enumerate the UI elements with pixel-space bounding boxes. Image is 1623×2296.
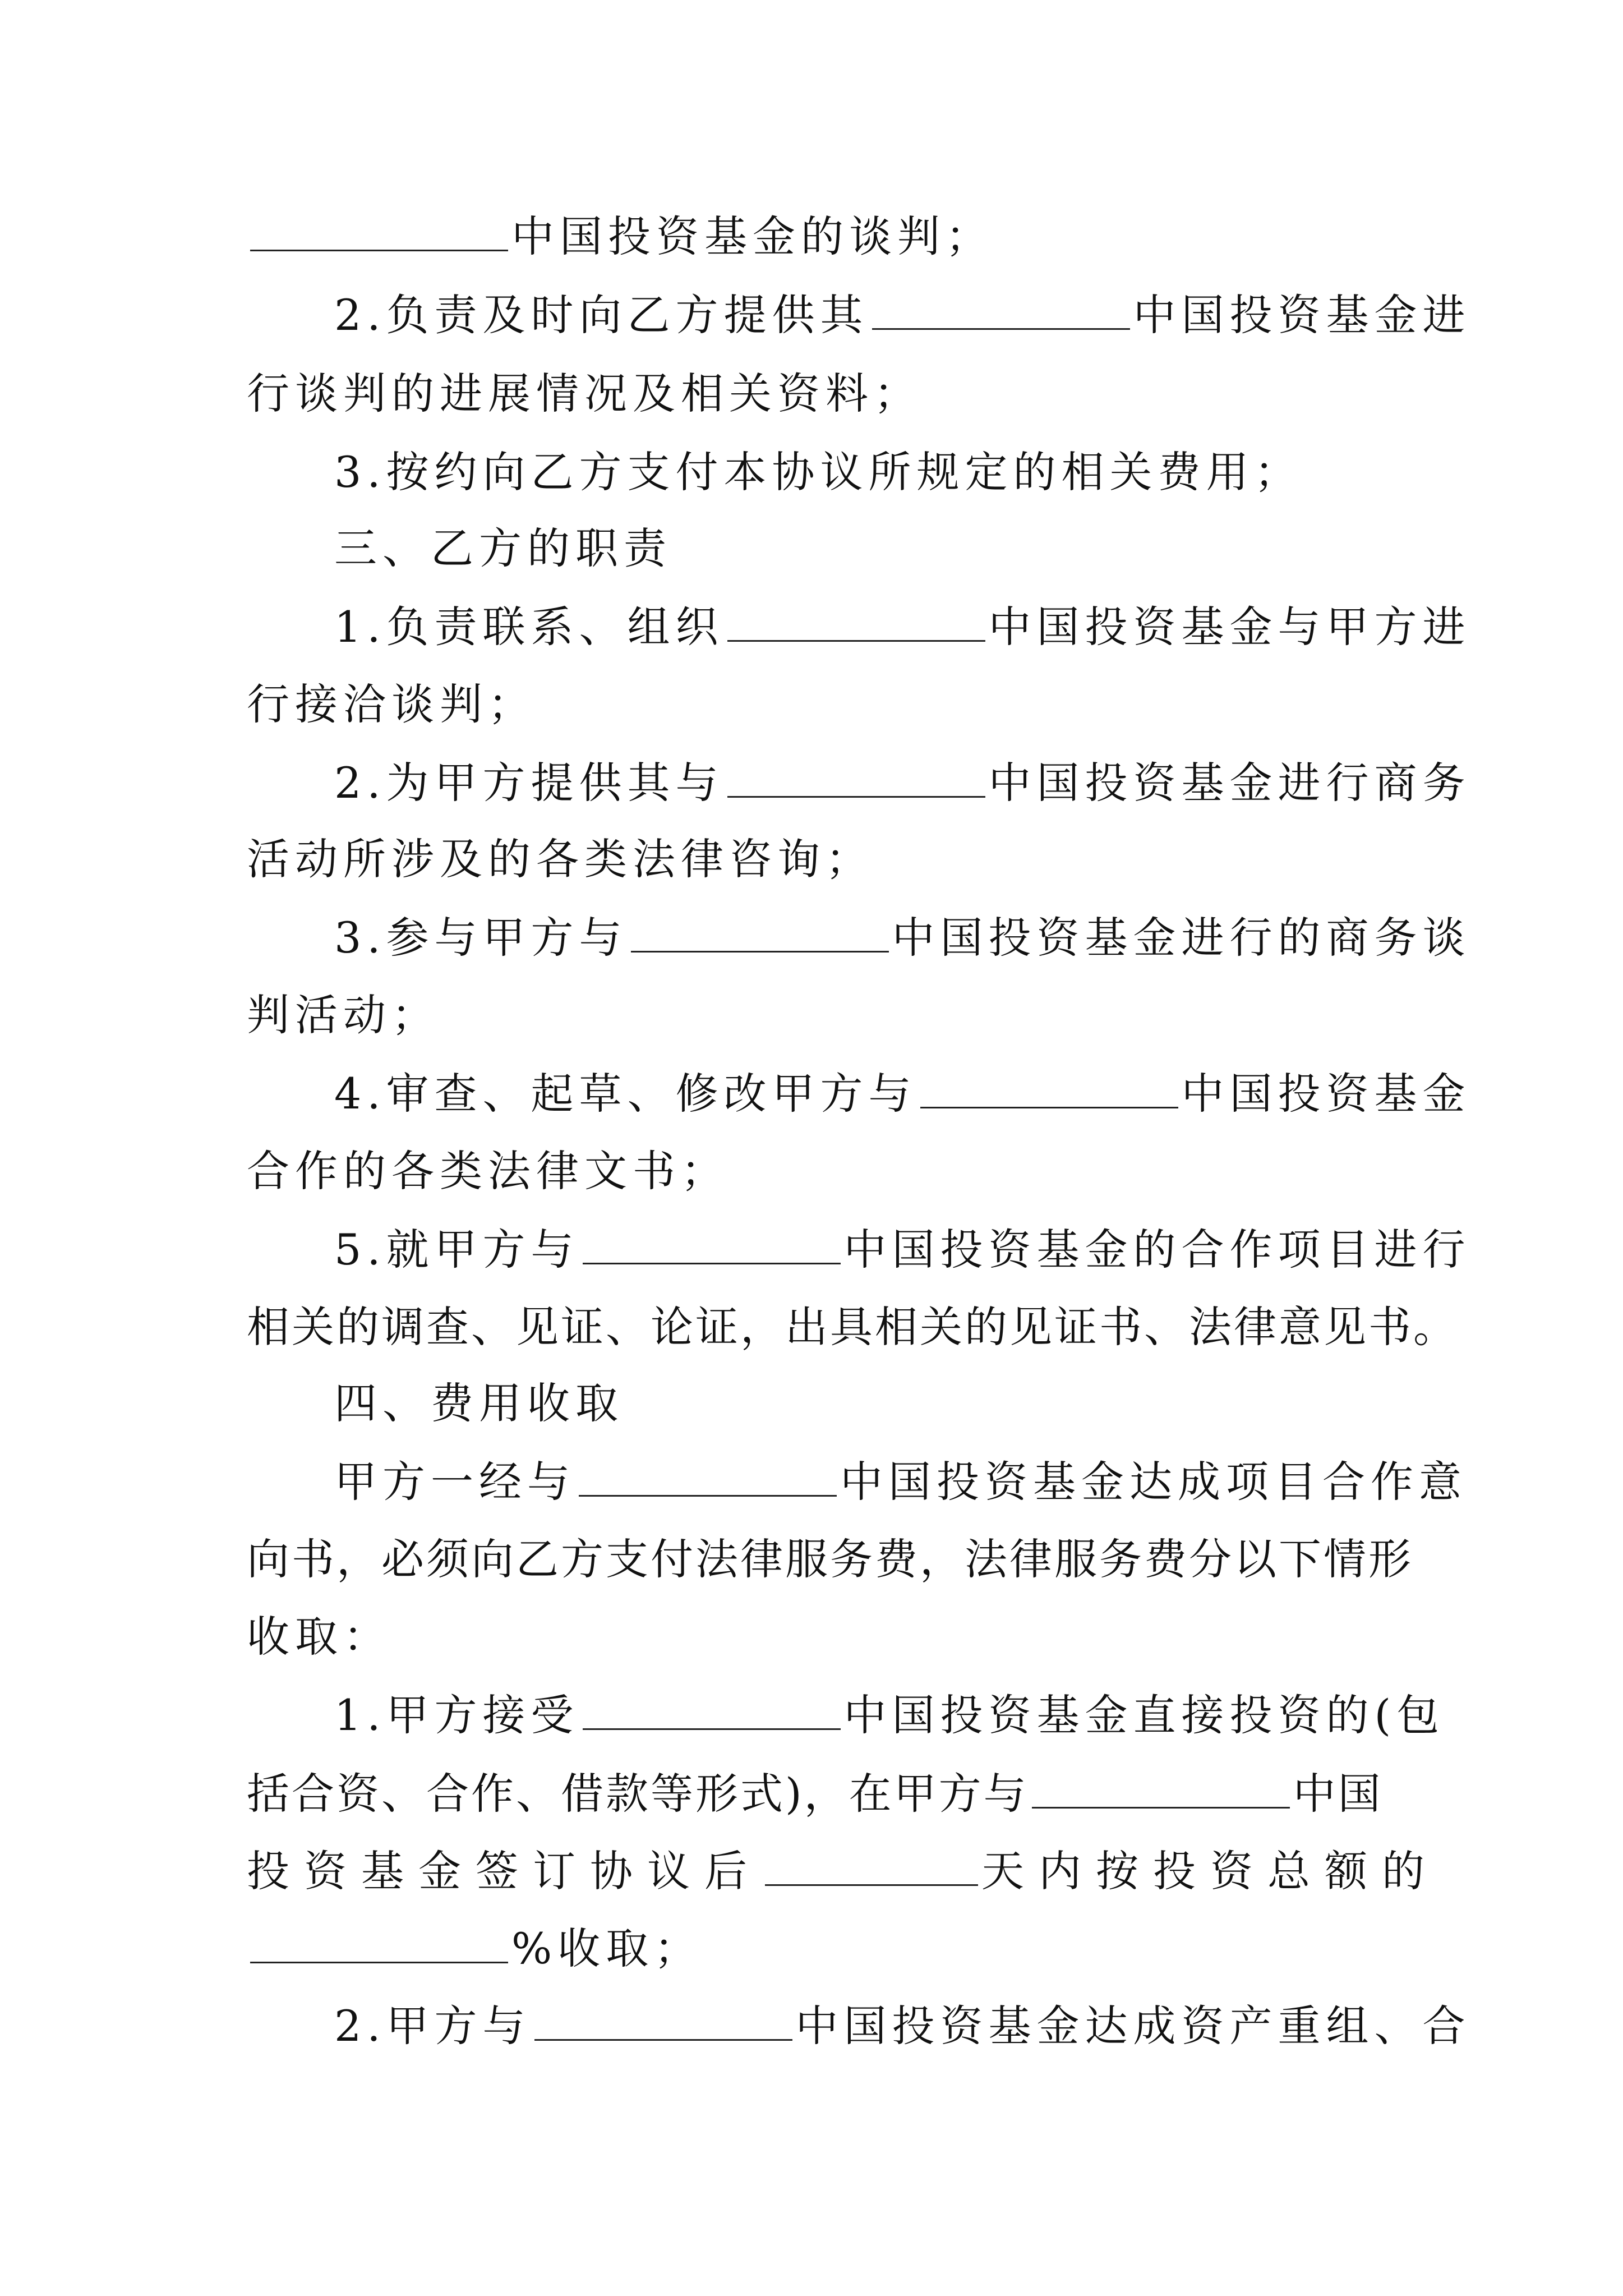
text-line [334,287,1471,343]
line-text: 4.审查、起草、修改甲方与 [334,1069,917,1119]
line-text: 中国投资基金直接投资的(包 [843,1690,1445,1740]
text-line [334,599,1471,655]
fill-in-blank[interactable] [727,757,985,798]
line-text: %收取； [511,1924,703,1973]
line-text: 中国投资基金达成项目合作意 [840,1457,1467,1507]
line-text: 中国投资基金进 [1133,290,1471,340]
line-text: 中国投资基金达成资产重组、合 [795,2001,1471,2051]
line-text: 1.甲方接受 [334,1690,579,1740]
fill-in-blank[interactable] [872,289,1130,330]
line-text: 判活动； [247,990,440,1040]
line-text: 中国投资基金进行商务 [988,758,1471,808]
text-line [247,366,1380,422]
line-text: 括合资、合作、借款等形式)，在甲方与 [247,1769,1029,1819]
line-text: 合作的各类法律文书； [247,1146,729,1196]
text-line [334,1687,1445,1743]
line-text: 行接洽谈判； [247,679,536,729]
section-heading [334,1375,1380,1432]
line-text: 1.负责联系、组织 [334,602,724,652]
fill-in-blank[interactable] [631,912,889,953]
text-line [334,1998,1471,2054]
text-line [247,1766,1383,1822]
fill-in-blank[interactable] [579,1456,837,1497]
line-text: 中国投资基金与甲方进 [988,602,1471,652]
text-line [247,1299,1458,1355]
line-text: 活动所涉及的各类法律咨询； [247,834,874,884]
line-text: 中国投资基金的合作项目进行 [843,1225,1471,1274]
line-text: 投资基金签订协议后 [247,1846,762,1896]
fill-in-blank[interactable] [1032,1768,1290,1809]
text-line [334,1454,1467,1510]
fill-in-blank[interactable] [250,210,508,251]
fill-in-blank[interactable] [765,1845,978,1886]
line-text: 甲方一经与 [334,1457,575,1507]
text-line [334,1222,1471,1278]
fill-in-blank[interactable] [920,1068,1178,1108]
line-text: 三、乙方的职责 [334,523,672,573]
fill-in-blank[interactable] [534,2000,792,2041]
text-line [334,910,1471,966]
line-text: 相关的调查、见证、论证，出具相关的见证书、法律意见书。 [247,1302,1458,1352]
line-text: 天内按投资总额的 [981,1846,1439,1896]
text-line [247,1531,1413,1588]
line-text: 3.按约向乙方支付本协议所规定的相关费用； [334,447,1303,497]
line-text: 中国投资基金进行的商务谈 [892,913,1471,963]
fill-in-blank[interactable] [583,1223,841,1264]
text-line [334,755,1471,811]
text-line [247,677,1380,733]
line-text: 中国投资基金 [1181,1069,1471,1119]
line-text: 2.负责及时向乙方提供其 [334,290,869,340]
text-line [334,1066,1471,1122]
line-text: 中国 [1293,1769,1383,1819]
line-text: 收取： [247,1612,391,1662]
text-line [247,987,1380,1043]
text-line [334,444,1380,500]
fill-in-blank[interactable] [583,1689,841,1730]
line-text: 3.参与甲方与 [334,913,628,963]
line-text: 2.为甲方提供其与 [334,758,724,808]
line-text: 5.就甲方与 [334,1225,579,1274]
fill-in-blank[interactable] [727,601,985,642]
line-text: 中国投资基金的谈判； [511,211,994,261]
section-heading [334,521,1380,577]
text-line [247,1143,1380,1199]
text-line [247,1843,1439,1899]
line-text: 向书，必须向乙方支付法律服务费，法律服务费分以下情形 [247,1534,1413,1584]
line-text: 行谈判的进展情况及相关资料； [247,369,922,418]
text-line [247,831,1380,887]
fill-in-blank[interactable] [250,1922,508,1963]
text-line [247,1609,1380,1665]
text-line [247,1921,1380,1977]
line-text: 四、费用收取 [334,1378,624,1428]
text-line [247,209,1380,265]
line-text: 2.甲方与 [334,2001,531,2051]
